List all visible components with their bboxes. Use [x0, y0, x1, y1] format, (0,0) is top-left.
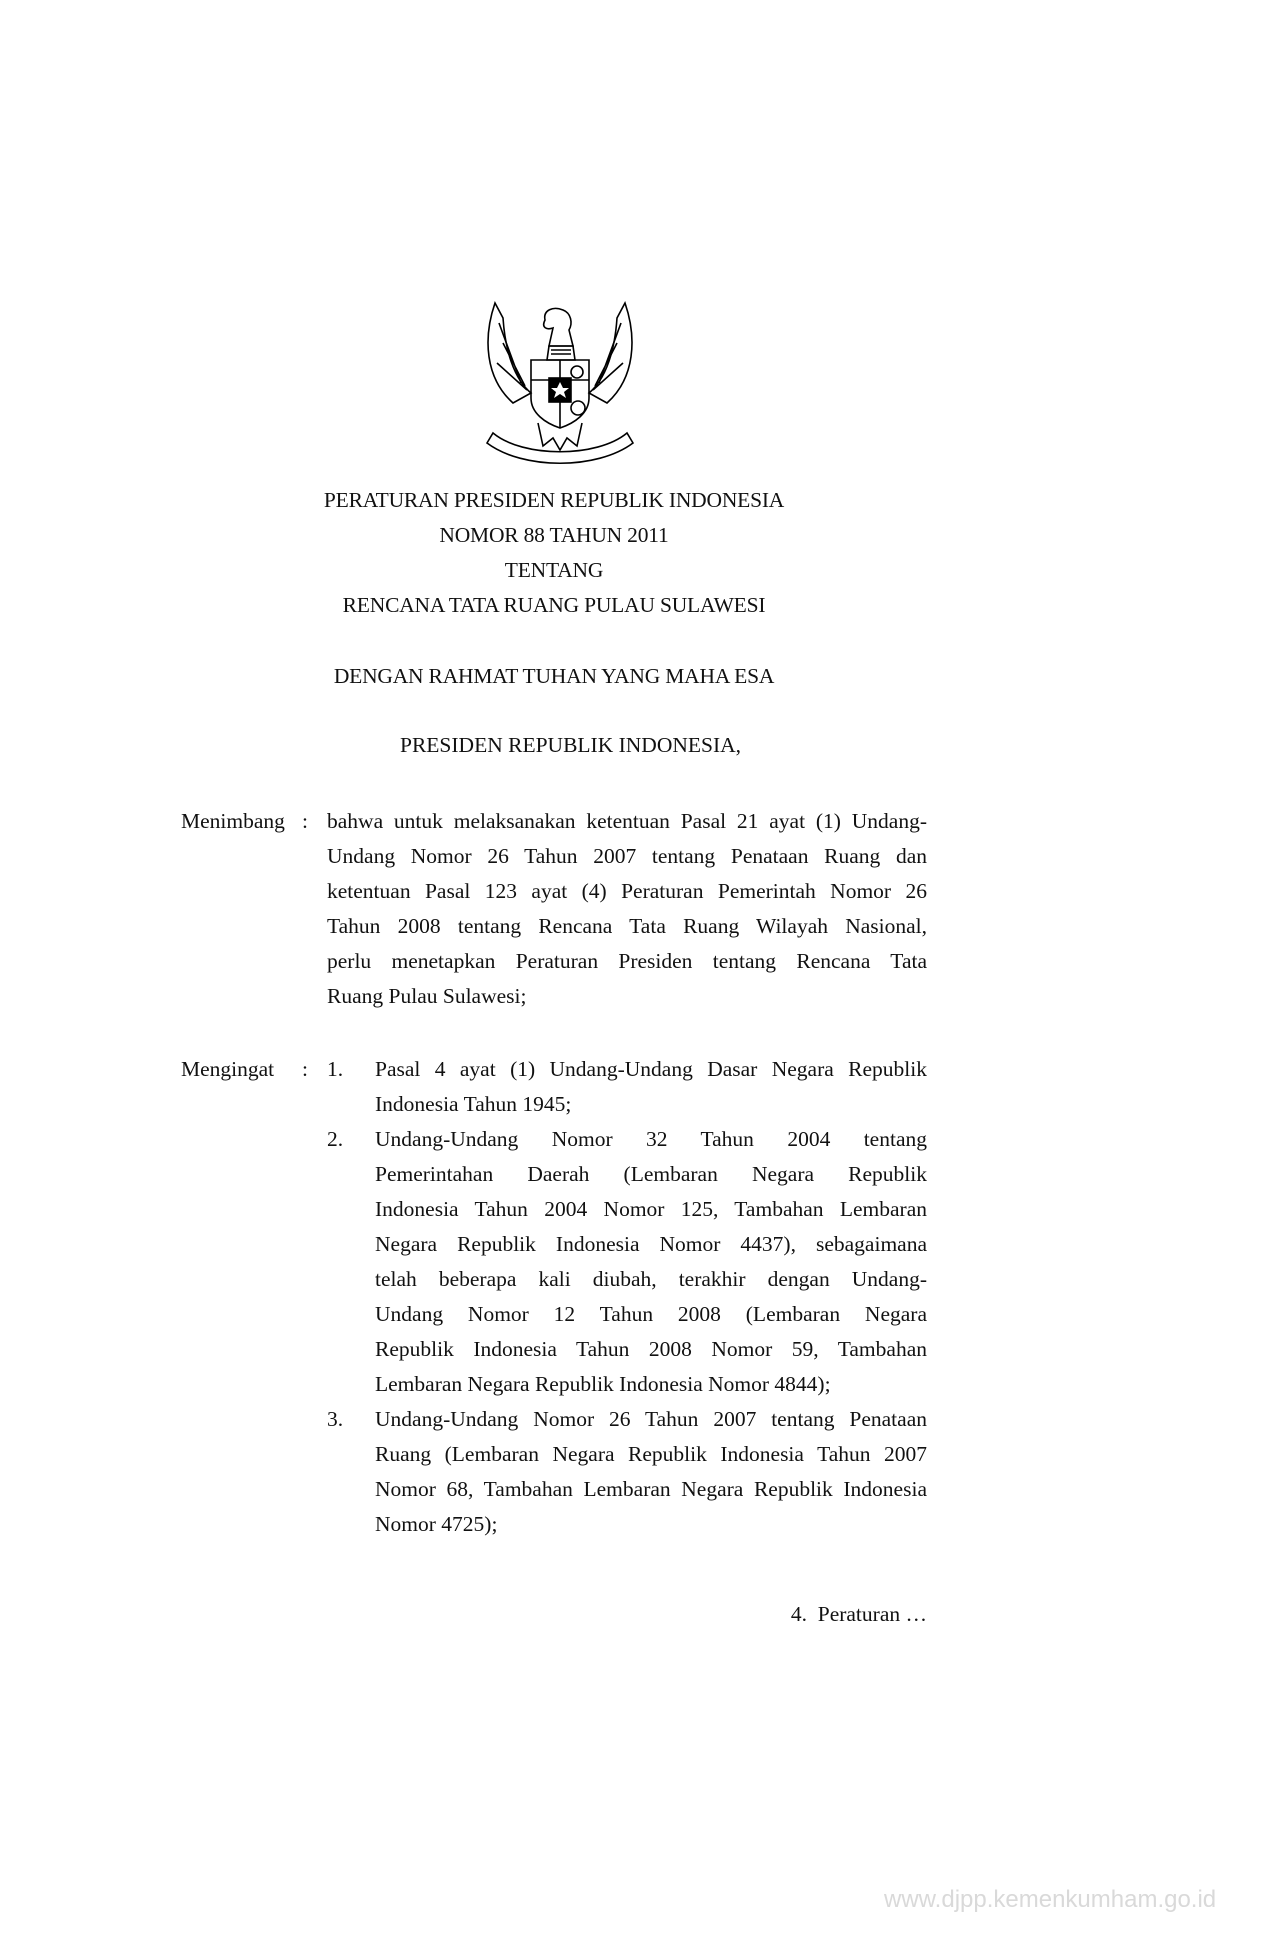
item-number: 1.: [327, 1057, 344, 1081]
text-line: Negara Republik Indonesia Nomor 4437), sebagaimana: [375, 1232, 927, 1256]
continuation-marker: 4. Peraturan …: [790, 1602, 927, 1626]
text-line: perlu menetapkan Peraturan Presiden tentang Rencana Tata: [327, 949, 927, 973]
emblem-icon: [483, 298, 637, 468]
mengingat-label: Mengingat: [181, 1057, 275, 1081]
text-line: Nomor 4725);: [375, 1512, 498, 1536]
text-line: Undang Nomor 12 Tahun 2008 (Lembaran Negara: [375, 1302, 927, 1326]
text-line: bahwa untuk melaksanakan ketentuan Pasal 21 ayat (1) Undang-: [327, 809, 927, 833]
menimbang-label: Menimbang: [181, 809, 285, 833]
item-number: 3.: [327, 1407, 344, 1431]
text-line: Lembaran Negara Republik Indonesia Nomor 4844);: [375, 1372, 831, 1396]
text-line: Undang-Undang Nomor 26 Tahun 2007 tentang Penataan: [375, 1407, 927, 1431]
watermark: www.djpp.kemenkumham.go.id: [884, 1886, 1217, 1913]
title-line-4: RENCANA TATA RUANG PULAU SULAWESI: [342, 593, 766, 617]
text-line: Pasal 4 ayat (1) Undang-Undang Dasar Negara Republik: [375, 1057, 927, 1081]
mengingat-colon: :: [302, 1057, 308, 1081]
title-line-2: NOMOR 88 TAHUN 2011: [439, 523, 669, 547]
invocation: DENGAN RAHMAT TUHAN YANG MAHA ESA: [333, 664, 775, 688]
garuda-pancasila-emblem: [483, 298, 637, 468]
president-heading: PRESIDEN REPUBLIK INDONESIA,: [400, 733, 742, 757]
text-line: Undang Nomor 26 Tahun 2007 tentang Penataan Ruang dan: [327, 844, 927, 868]
text-line: Ruang (Lembaran Negara Republik Indonesia Tahun 2007: [375, 1442, 927, 1466]
text-line: telah beberapa kali diubah, terakhir dengan Undang-: [375, 1267, 927, 1291]
title-line-3: TENTANG: [504, 558, 604, 582]
title-line-1: PERATURAN PRESIDEN REPUBLIK INDONESIA: [323, 488, 785, 512]
text-line: Indonesia Tahun 1945;: [375, 1092, 572, 1116]
text-line: Tahun 2008 tentang Rencana Tata Ruang Wilayah Nasional,: [327, 914, 927, 938]
item-number: 2.: [327, 1127, 344, 1151]
text-line: Indonesia Tahun 2004 Nomor 125, Tambahan Lembaran: [375, 1197, 927, 1221]
text-line: ketentuan Pasal 123 ayat (4) Peraturan Pemerintah Nomor 26: [327, 879, 927, 903]
text-line: Pemerintahan Daerah (Lembaran Negara Republik: [375, 1162, 927, 1186]
text-line: Undang-Undang Nomor 32 Tahun 2004 tentang: [375, 1127, 927, 1151]
menimbang-colon: :: [302, 809, 308, 833]
text-line: Ruang Pulau Sulawesi;: [327, 984, 527, 1008]
text-line: Republik Indonesia Tahun 2008 Nomor 59, Tambahan: [375, 1337, 927, 1361]
text-line: Nomor 68, Tambahan Lembaran Negara Republik Indonesia: [375, 1477, 927, 1501]
